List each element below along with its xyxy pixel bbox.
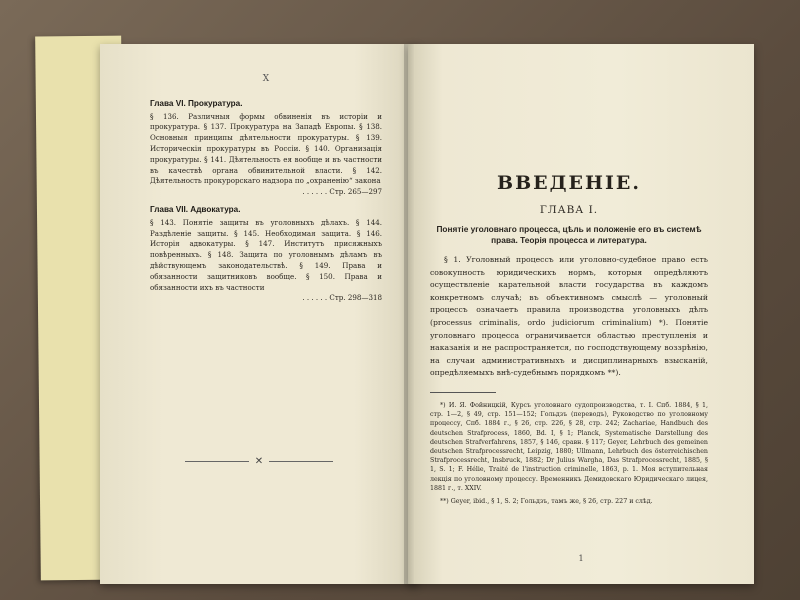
chapter-label: ГЛАВА I. xyxy=(539,204,599,216)
toc-chapter-body: § 136. Различныя формы обвиненія въ исторіи и прокуратура. § 137. Прокуратура на Западѣ Европы. § 138. Основныя принципы дѣятельности прокуратуры. § 139. Историческія прокуратуры въ Россіи. § 140. Организація прокуратуры. § 141. Дѣятельность ея вообще и въ частности въ качествѣ органа обвинительной власти. § 142. Дѣятельность прокурорскаго надзора по „охраненію“ закона xyxy=(150,111,382,186)
table-of-contents xyxy=(150,74,382,311)
toc-chapter-6 xyxy=(150,99,382,198)
book-gutter xyxy=(404,44,414,584)
body-paragraph: § 1. Уголовный процессъ или уголовно-судебное право есть совокупность юридическихъ нормъ, которыя опредѣляютъ осуществленіе карательной власти государства въ каждомъ конкретномъ случаѣ; въ объективномъ смыслѣ — уголовный процессъ означаетъ правила производства уголовныхъ дѣлъ (processus criminalis, ordo judiciorum criminalium) *). Понятіе уголовнаго процесса ограничивается областью преступленія и наказанія и не распространяется, по господствующему воззрѣнію, на случаи административныхъ и дисциплинарныхъ взысканій, опредѣляемыхъ внѣ-судебнымъ порядкомъ **). xyxy=(430,255,708,378)
toc-chapter-heading: Глава VI. Прокуратура. xyxy=(150,98,243,108)
right-page-number: 1 xyxy=(578,554,584,563)
toc-chapter-7 xyxy=(150,205,382,304)
footnote-1: *) И. Я. Фойницкій, Курсъ уголовнаго судопроизводства, т. I. Спб. 1884, § 1, стр. 1—2, § 49, стр. 151—152; Гольдзъ (переводъ), Руководство по уголовному процессу, Спб. 1884 г., § 26, стр. 226, § 28, стр. 242; Zachariae, Handbuch des deutschen Strafprocess, 1860, Bd. I, § 1; Planck, Systematische Darstellung des deutschen Strafverfahrens, 1857, § 146, сравн. § 117; Geyer, Lehrbuch des gemeinen deutschen Strafprocessrecht, Leipzig, 1880; Ullmann, Lehrbuch des österreichischen Strafprocessrecht, Insbruck, 1882; Dr Julius Wargha, Das Strafprocessrecht, 1885, § 1, S. 1; F. Hélie, Traité de l'instruction criminelle, 1863, p. 1. Моя вступительная лекція по уголовному процессу. Временникъ Демидовскаго Юридическаго лицея, 1881 г., т. XXIV. xyxy=(430,401,708,492)
chapter-subtitle: Понятіе уголовнаго процесса, цѣль и положеніе его въ системѣ права. Теорія процесса и литература. xyxy=(436,224,702,245)
right-page xyxy=(408,44,754,584)
toc-chapter-text xyxy=(150,218,382,304)
toc-chapter-heading: Глава VII. Адвокатура. xyxy=(150,204,241,214)
toc-chapter-text xyxy=(150,112,382,198)
chapter-start xyxy=(430,172,708,510)
left-page-number: X xyxy=(262,74,270,84)
left-page xyxy=(100,44,418,584)
toc-chapter-body: § 143. Понятіе защиты въ уголовныхъ дѣлахъ. § 144. Раздѣленіе защиты. § 145. Необходимая защита. § 146. Исторія адвокатуры. § 147. Институтъ присяжныхъ повѣренныхъ. § 148. Защита по уголовнымъ дѣламъ въ дѣйствующемъ законодательствѣ. § 149. Права и обязанности защитниковъ вообще. § 150. Права и обязанности ихъ въ частности xyxy=(150,217,382,292)
ornament-divider: ✕ xyxy=(100,456,418,467)
toc-page-ref: . . . . . . Стр. 298—318 xyxy=(302,293,382,303)
toc-page-ref: . . . . . . Стр. 265—297 xyxy=(302,187,382,197)
footnote-2: **) Geyer, ibid., § 1, S. 2; Гольдзъ, тамъ же, § 26, стр. 227 и слѣд. xyxy=(440,497,653,505)
introduction-title: ВВЕДЕНІЕ. xyxy=(497,172,641,194)
footnote-divider xyxy=(430,392,496,393)
